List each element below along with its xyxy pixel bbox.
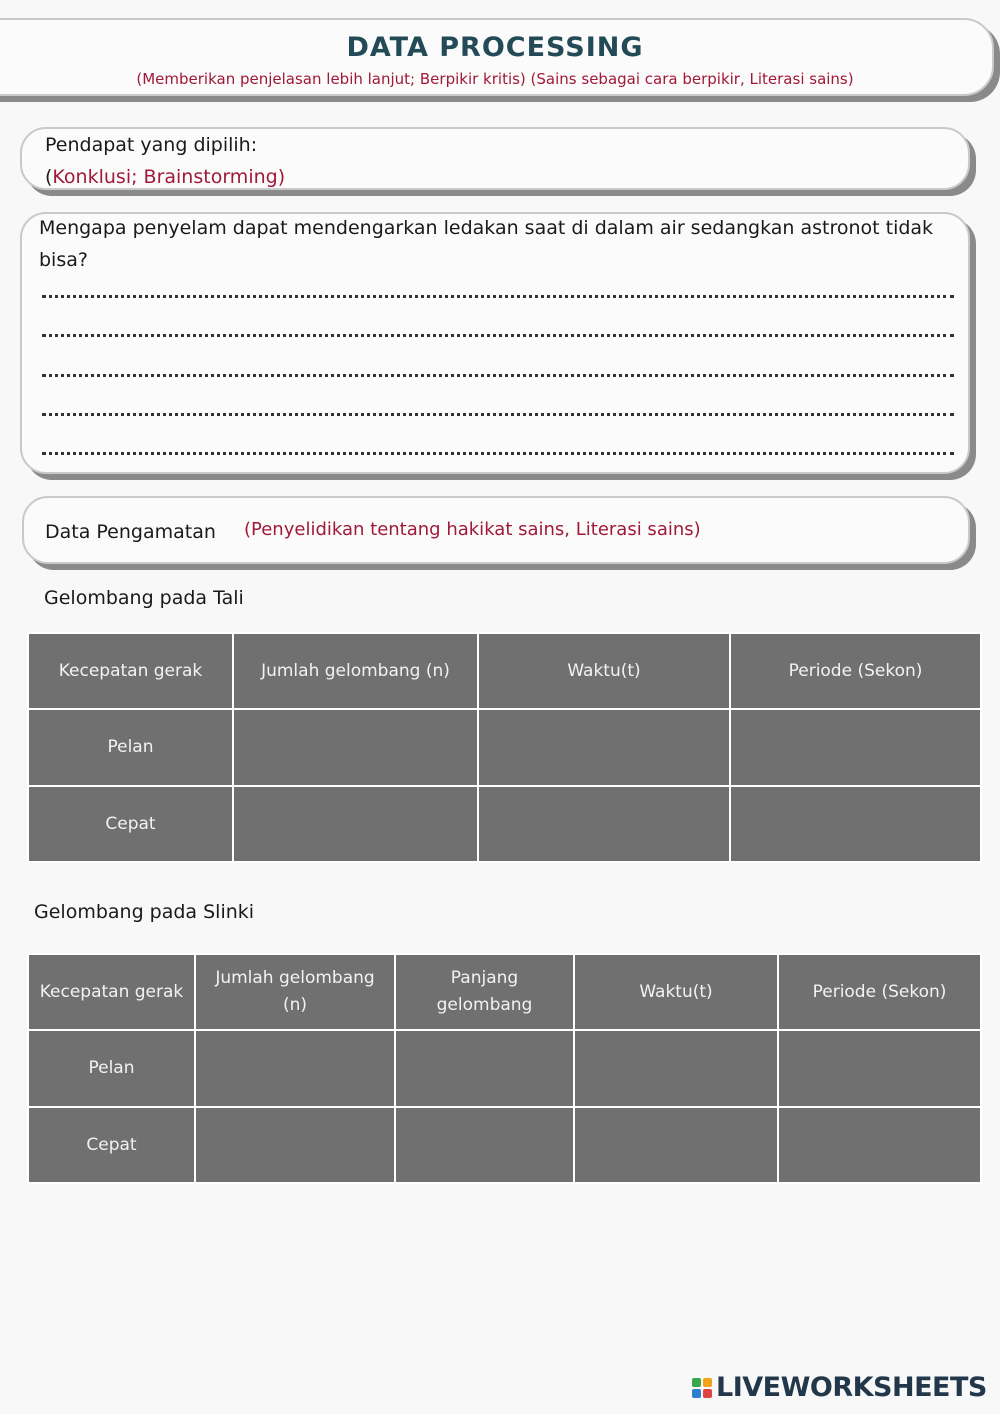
answer-line-1[interactable] [42, 295, 954, 298]
header-cell: Kecepatan gerak [28, 633, 233, 709]
input-cell[interactable] [730, 786, 981, 862]
observation-label: Data Pengamatan [45, 521, 216, 543]
table2-title: Gelombang pada Slinki [34, 901, 255, 923]
table-header-row [28, 954, 981, 1030]
table-row [28, 1107, 981, 1183]
row-label: Cepat [28, 786, 233, 862]
answer-line-4[interactable] [42, 413, 954, 416]
answer-line-5[interactable] [42, 452, 954, 455]
input-cell[interactable] [233, 709, 478, 786]
logo-text: LIVEWORKSHEETS [716, 1372, 987, 1403]
row-label: Cepat [28, 1107, 195, 1183]
input-cell[interactable] [730, 709, 981, 786]
observation-sub: (Penyelidikan tentang hakikat sains, Literasi sains) [244, 519, 701, 540]
answer-line-3[interactable] [42, 374, 954, 377]
liveworksheets-logo-icon [692, 1378, 712, 1398]
opinion-open-paren: ( [45, 166, 53, 188]
header-cell: Panjang gelombang [395, 954, 574, 1030]
opinion-label: Pendapat yang dipilih: [45, 134, 258, 156]
header-cell: Jumlah gelombang (n) [233, 633, 478, 709]
input-cell[interactable] [195, 1107, 395, 1183]
table1-title: Gelombang pada Tali [44, 587, 244, 609]
input-cell[interactable] [233, 786, 478, 862]
row-label: Pelan [28, 709, 233, 786]
question-text: Mengapa penyelam dapat mendengarkan ledakan saat di dalam air sedangkan astronot tidak bisa? [39, 217, 934, 271]
input-cell[interactable] [195, 1030, 395, 1107]
table-row [28, 1030, 981, 1107]
input-cell[interactable] [395, 1107, 574, 1183]
input-cell[interactable] [574, 1107, 778, 1183]
input-cell[interactable] [478, 786, 730, 862]
header-cell: Jumlah gelombang (n) [195, 954, 395, 1030]
table-row [28, 786, 981, 862]
opinion-sub-text: Konklusi; Brainstorming) [52, 166, 286, 188]
header-cell: Periode (Sekon) [778, 954, 981, 1030]
input-cell[interactable] [778, 1030, 981, 1107]
input-cell[interactable] [395, 1030, 574, 1107]
header-cell: Kecepatan gerak [28, 954, 195, 1030]
table-gelombang-slinki [27, 953, 982, 1184]
answer-line-2[interactable] [42, 334, 954, 337]
input-cell[interactable] [778, 1107, 981, 1183]
opinion-sub [45, 166, 285, 188]
page-subtitle: (Memberikan penjelasan lebih lanjut; Berpikir kritis) (Sains sebagai cara berpikir, Literasi sains) [136, 70, 854, 88]
input-cell[interactable] [574, 1030, 778, 1107]
page-title: DATA PROCESSING [346, 32, 644, 63]
header-cell: Waktu(t) [478, 633, 730, 709]
row-label: Pelan [28, 1030, 195, 1107]
table-gelombang-tali [27, 632, 982, 863]
header-cell: Waktu(t) [574, 954, 778, 1030]
liveworksheets-logo[interactable] [692, 1372, 987, 1403]
header-cell: Periode (Sekon) [730, 633, 981, 709]
table-header-row [28, 633, 981, 709]
table-row [28, 709, 981, 786]
input-cell[interactable] [478, 709, 730, 786]
